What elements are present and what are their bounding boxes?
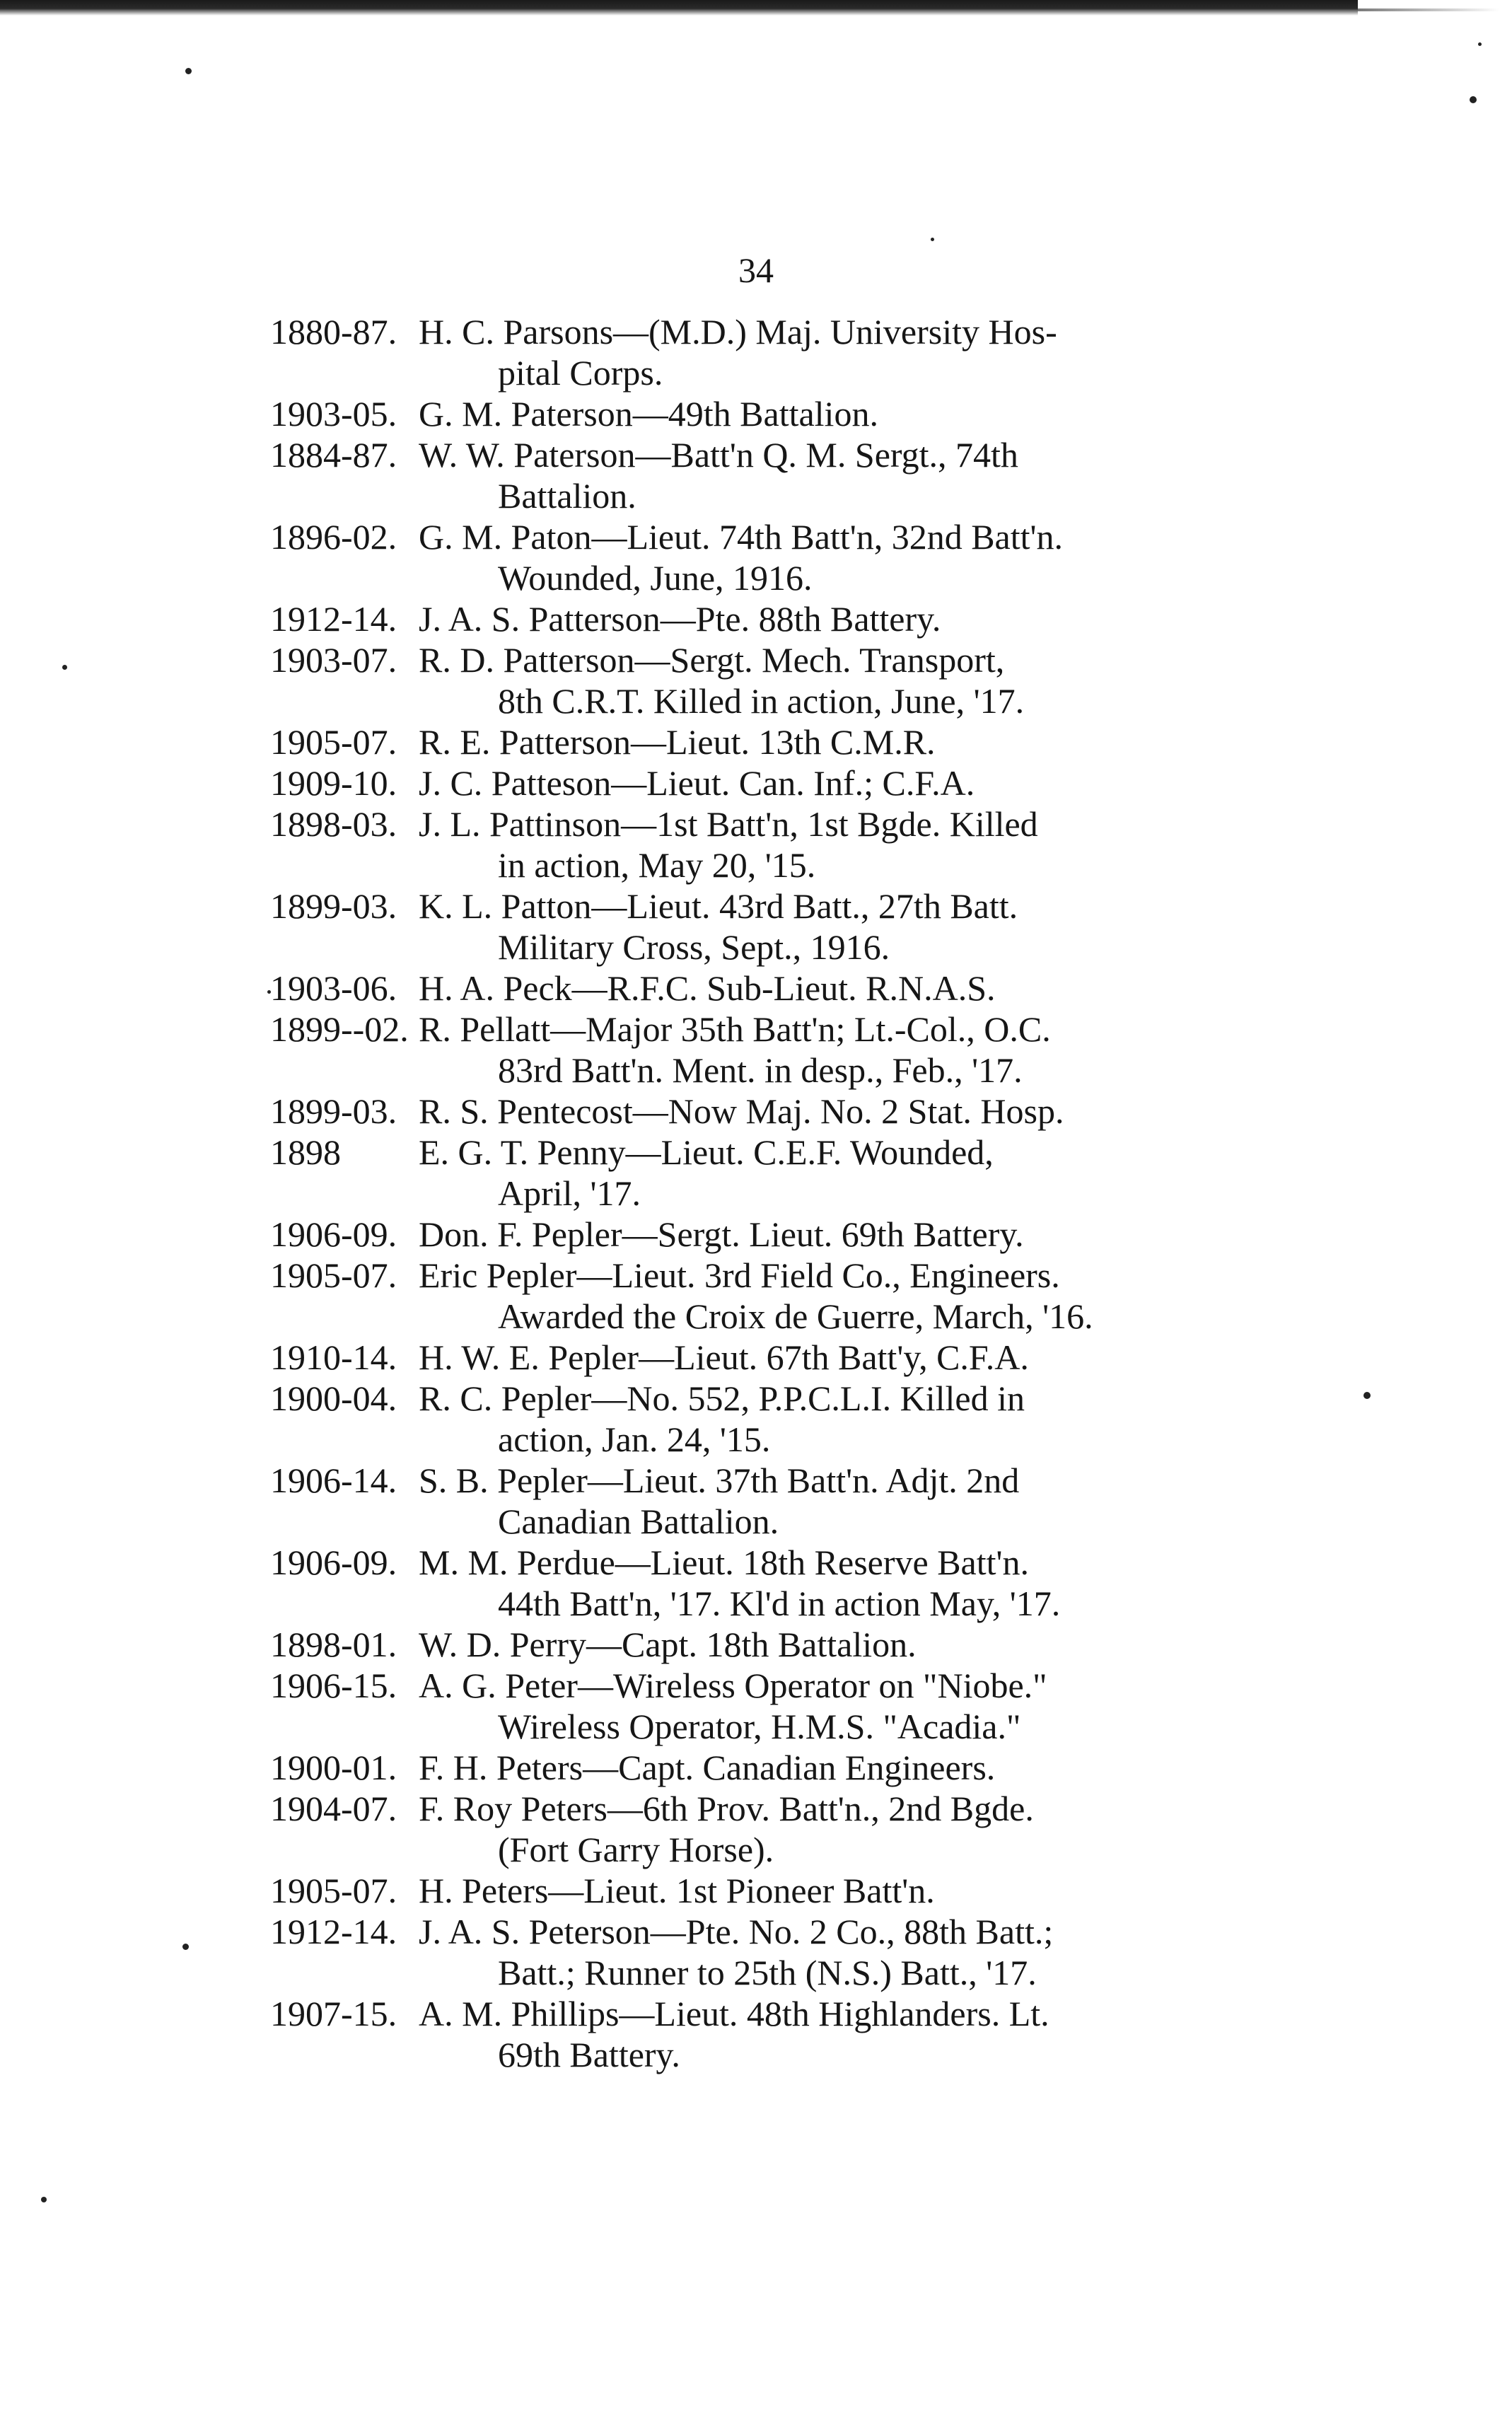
entry-years: 1904-07. <box>270 1789 397 1828</box>
entry-years: 1906-09. <box>270 1214 397 1254</box>
roster-entry <box>270 1255 1204 1337</box>
entry-text: F. Roy Peters—6th Prov. Batt'n., 2nd Bgde. <box>419 1789 1034 1828</box>
roster-entry <box>270 1911 1204 1993</box>
entry-text-continuation: Military Cross, Sept., 1916. <box>498 927 890 967</box>
entry-years: 1900-04. <box>270 1378 397 1418</box>
entry-text: F. H. Peters—Capt. Canadian Engineers. <box>419 1748 996 1787</box>
entry-text: G. M. Paterson—49th Battalion. <box>419 394 878 434</box>
entry-text: R. C. Pepler—No. 552, P.P.C.L.I. Killed in <box>419 1378 1025 1418</box>
entry-years: 1903-07. <box>270 640 397 680</box>
entry-text: H. W. E. Pepler—Lieut. 67th Batt'y, C.F.A. <box>419 1337 1029 1377</box>
roster-entry <box>270 311 1204 393</box>
entry-years: 1906-15. <box>270 1666 397 1705</box>
roster-entry <box>270 1132 1204 1214</box>
entry-years: 1907-15. <box>270 1994 397 2033</box>
scan-edge-tail <box>1358 8 1499 11</box>
ink-speck <box>1470 96 1477 103</box>
entry-years: 1905-07. <box>270 722 397 762</box>
entry-text-continuation: action, Jan. 24, '15. <box>498 1419 771 1459</box>
entry-text: Don. F. Pepler—Sergt. Lieut. 69th Battery. <box>419 1214 1024 1254</box>
roster-entry <box>270 516 1204 598</box>
entry-years: 1898 <box>270 1132 341 1172</box>
roster-entry <box>270 968 1204 1009</box>
entry-text-continuation: Battalion. <box>498 476 636 516</box>
ink-speck <box>62 665 67 670</box>
page-number: 34 <box>738 250 774 290</box>
entry-years: 1903-05. <box>270 394 397 434</box>
roster-entry <box>270 1665 1204 1747</box>
entry-years: 1896-02. <box>270 517 397 557</box>
entry-years: 1909-10. <box>270 763 397 803</box>
entry-text: J. A. S. Peterson—Pte. No. 2 Co., 88th Batt.; <box>419 1912 1054 1951</box>
entry-years: 1899-03. <box>270 886 397 926</box>
entry-text-continuation: (Fort Garry Horse). <box>498 1830 774 1869</box>
scan-edge-top <box>0 0 1358 16</box>
entry-years: 1884-87. <box>270 435 397 475</box>
entry-text: W. D. Perry—Capt. 18th Battalion. <box>419 1625 917 1664</box>
roster-entry <box>270 1214 1204 1255</box>
entry-text-continuation: 69th Battery. <box>498 2035 680 2074</box>
ink-speck <box>1363 1392 1371 1399</box>
ink-speck <box>931 238 934 241</box>
entry-text: Eric Pepler—Lieut. 3rd Field Co., Engineers. <box>419 1255 1060 1295</box>
entry-text-continuation: 83rd Batt'n. Ment. in desp., Feb., '17. <box>498 1050 1023 1090</box>
entry-text: W. W. Paterson—Batt'n Q. M. Sergt., 74th <box>419 435 1018 475</box>
roster-entry <box>270 803 1204 885</box>
roster-entry <box>270 1378 1204 1460</box>
entry-years: 1899--02. <box>270 1009 409 1049</box>
roster-entry <box>270 1993 1204 2075</box>
entry-text-continuation: in action, May 20, '15. <box>498 845 816 885</box>
roster-entry <box>270 721 1204 762</box>
entry-text-continuation: Canadian Battalion. <box>498 1502 779 1541</box>
entry-years: 1912-14. <box>270 1912 397 1951</box>
roster-entries <box>270 311 1204 2075</box>
entry-text: A. M. Phillips—Lieut. 48th Highlanders. Lt. <box>419 1994 1049 2033</box>
entry-text: H. Peters—Lieut. 1st Pioneer Batt'n. <box>419 1871 935 1910</box>
ink-speck <box>182 1944 189 1950</box>
roster-entry <box>270 1009 1204 1091</box>
entry-text-continuation: pital Corps. <box>498 353 663 393</box>
ink-speck <box>1478 42 1482 46</box>
roster-entry <box>270 1747 1204 1788</box>
roster-entry <box>270 1624 1204 1665</box>
entry-text: M. M. Perdue—Lieut. 18th Reserve Batt'n. <box>419 1543 1030 1582</box>
roster-entry <box>270 1788 1204 1870</box>
entry-years: 1899-03. <box>270 1091 397 1131</box>
entry-text-continuation: 8th C.R.T. Killed in action, June, '17. <box>498 681 1025 721</box>
entry-text-continuation: 44th Batt'n, '17. Kl'd in action May, '17. <box>498 1584 1061 1623</box>
entry-text: R. D. Patterson—Sergt. Mech. Transport, <box>419 640 1005 680</box>
entry-text-continuation: Wireless Operator, H.M.S. "Acadia." <box>498 1707 1021 1746</box>
entry-years: 1905-07. <box>270 1255 397 1295</box>
roster-entry <box>270 762 1204 803</box>
roster-entry <box>270 1870 1204 1911</box>
entry-text: J. L. Pattinson—1st Batt'n, 1st Bgde. Killed <box>419 804 1038 844</box>
entry-years: 1905-07. <box>270 1871 397 1910</box>
entry-text: R. S. Pentecost—Now Maj. No. 2 Stat. Hosp. <box>419 1091 1064 1131</box>
roster-entry <box>270 639 1204 721</box>
ink-speck <box>41 2197 47 2202</box>
entry-text: R. E. Patterson—Lieut. 13th C.M.R. <box>419 722 936 762</box>
entry-text: G. M. Paton—Lieut. 74th Batt'n, 32nd Batt'n. <box>419 517 1064 557</box>
entry-text: A. G. Peter—Wireless Operator on "Niobe." <box>419 1666 1047 1705</box>
entry-text: R. Pellatt—Major 35th Batt'n; Lt.-Col., O.C. <box>419 1009 1051 1049</box>
entry-text-continuation: Batt.; Runner to 25th (N.S.) Batt., '17. <box>498 1953 1037 1992</box>
entry-text: H. A. Peck—R.F.C. Sub-Lieut. R.N.A.S. <box>419 968 996 1008</box>
ink-speck <box>185 68 192 74</box>
entry-years: 1898-03. <box>270 804 397 844</box>
entry-years: 1900-01. <box>270 1748 397 1787</box>
roster-entry <box>270 393 1204 434</box>
roster-entry <box>270 1091 1204 1132</box>
entry-text: J. A. S. Patterson—Pte. 88th Battery. <box>419 599 941 639</box>
entry-text: E. G. T. Penny—Lieut. C.E.F. Wounded, <box>419 1132 994 1172</box>
roster-entry <box>270 434 1204 516</box>
entry-text: S. B. Pepler—Lieut. 37th Batt'n. Adjt. 2nd <box>419 1461 1020 1500</box>
entry-years: 1910-14. <box>270 1337 397 1377</box>
entry-text-continuation: April, '17. <box>498 1173 641 1213</box>
entry-years: 1906-09. <box>270 1543 397 1582</box>
entry-years: 1880-87. <box>270 312 397 352</box>
entry-years: 1912-14. <box>270 599 397 639</box>
roster-entry <box>270 598 1204 639</box>
entry-text: K. L. Patton—Lieut. 43rd Batt., 27th Batt. <box>419 886 1018 926</box>
entry-text: H. C. Parsons—(M.D.) Maj. University Hos- <box>419 312 1057 352</box>
entry-text: J. C. Patteson—Lieut. Can. Inf.; C.F.A. <box>419 763 975 803</box>
entry-text-continuation: Awarded the Croix de Guerre, March, '16. <box>498 1296 1093 1336</box>
roster-entry <box>270 1460 1204 1542</box>
entry-years: 1906-14. <box>270 1461 397 1500</box>
roster-entry <box>270 885 1204 968</box>
roster-entry <box>270 1542 1204 1624</box>
entry-text-continuation: Wounded, June, 1916. <box>498 558 813 598</box>
entry-years: 1898-01. <box>270 1625 397 1664</box>
entry-years: 1903-06. <box>270 968 397 1008</box>
roster-entry <box>270 1337 1204 1378</box>
